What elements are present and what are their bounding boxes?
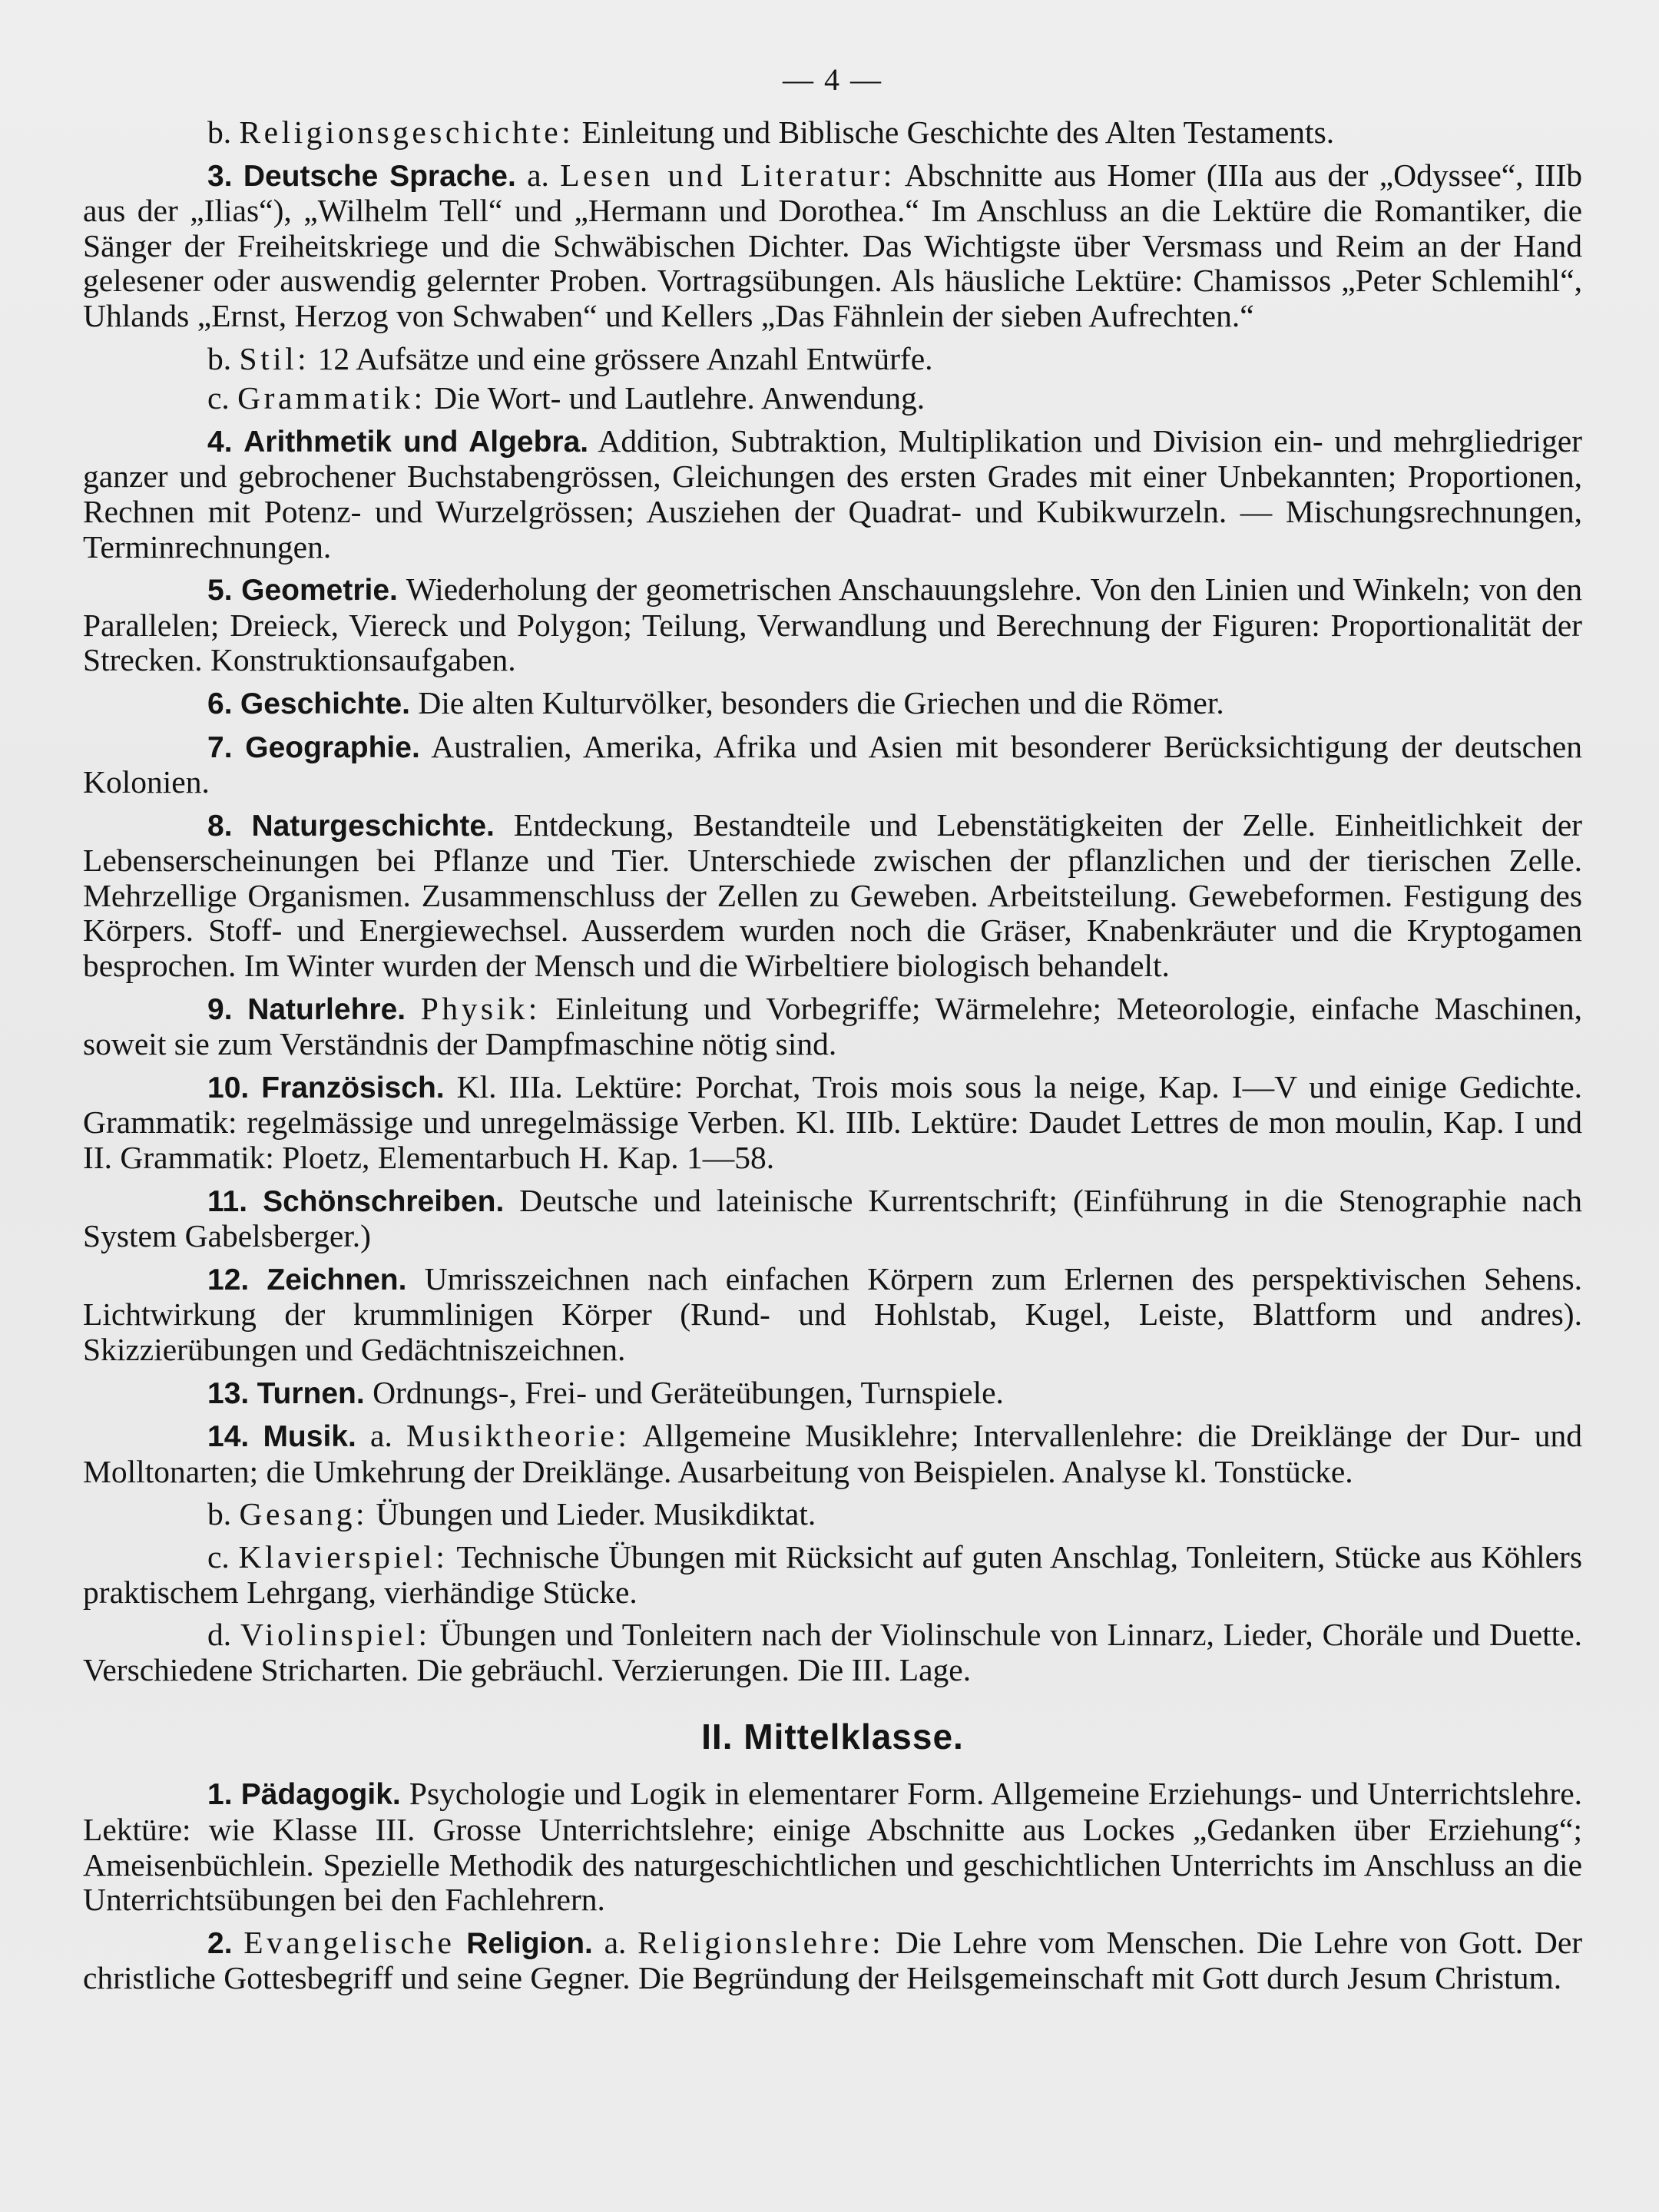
subject-heading: Religion. [466,1926,593,1960]
paragraph-turnen [83,1376,1582,1412]
item-number: 5. [207,574,233,608]
subject-heading: Geschichte. [240,687,410,720]
paragraph-text: Die Lehre vom Menschen. Die Lehre von Gott. Der christliche Gottesbegriff und seine Gegner. Die Begründung der Heilsgemeinschaft mit Gott durch Jesum Christum. [83,1924,1583,1996]
spaced-label: Lesen und Literatur: [560,157,896,193]
paragraph-arithmetik [83,424,1582,565]
spaced-label: Religionsgeschichte: [239,114,575,150]
page-number: — 4 — [783,62,882,97]
paragraph-text: Umrisszeichnen nach einfachen Körpern zum Erlernen des perspektivischen Sehens. Lichtwirkung der krummlinigen Körper (Rund- und Hohlstab, Kugel, Leiste, Blattform und andres). Skizzierübungen und Gedächtniszeichnen. [83,1260,1583,1367]
item-number: 10. [207,1071,250,1104]
item-prefix: a. [370,1418,392,1454]
paragraph-gesang [83,1497,1582,1532]
item-prefix: b. [207,340,232,376]
paragraph-geographie [83,730,1582,800]
paragraph-musik [83,1419,1582,1489]
paragraph-schoenschreiben [83,1184,1582,1254]
spaced-label: Musiktheorie: [406,1418,631,1454]
paragraph-violinspiel [83,1618,1582,1687]
item-prefix: a. [527,157,549,193]
item-prefix: b. [207,114,232,150]
subject-heading: Deutsche Sprache. [243,159,516,193]
paragraph-text: Ordnungs-, Frei- und Geräteübungen, Turnspiele. [373,1374,1004,1410]
subject-heading: Pädagogik. [240,1778,401,1812]
paragraph-naturlehre [83,992,1582,1062]
paragraph-text: Übungen und Tonleitern nach der Violinschule von Linnarz, Lieder, Choräle und Duette. Verschiedene Stricharten. Die gebräuchl. Verzierungen. Die III. Lage. [83,1617,1582,1687]
paragraph-text: Entdeckung, Bestandteile und Lebenstätigkeiten der Zelle. Einheitlichkeit der Lebenserscheinungen bei Pflanze und Tier. Unterschiede zwischen der pflanzlichen und der tierischen Zelle. Mehrzellige Organismen. Zusammenschluss der Zellen zu Geweben. Arbeitsteilung. Gewebeformen. Festigung des Körpers. Stoff- und Energiewechsel. Ausserdem wurden noch die Gräser, Knabenkräuter und die Kryptogamen besprochen. Im Winter wurden der Mensch und die Wirbeltiere biologisch behandelt. [83,806,1582,984]
paragraph-geschichte [83,686,1582,722]
spaced-label: Stil: [239,340,310,376]
subject-heading: Turnen. [257,1376,365,1410]
subject-heading: Naturgeschichte. [251,809,495,843]
paragraph-klavierspiel [83,1540,1582,1610]
spaced-label: Evangelische [243,1924,455,1960]
paragraph-text: Abschnitte aus Homer (IIIa aus der „Odyssee“, IIIb aus der „Ilias“), „Wilhelm Tell“ und „Hermann und Dorothea.“ Im Anschluss an die Lektüre die Romantiker, die Sänger der Freiheitskriege und die Schwäbischen Dichter. Das Wichtigste über Versmass und Reim an der Hand gelesener oder auswendig gelernter Proben. Vortragsübungen. Als häusliche Lektüre: Chamissos „Peter Schlemihl“, Uhlands „Ernst, Herzog von Schwaben“ und Kellers „Das Fähnlein der sieben Aufrechten.“ [83,157,1583,333]
paragraph-text: Einleitung und Vorbegriffe; Wärmelehre; Meteorologie, einfache Maschinen, soweit sie zum Verständnis der Dampfmaschine nötig sind. [83,990,1582,1062]
paragraph-text: Psychologie und Logik in elementarer Form. Allgemeine Erziehungs- und Unterrichtslehre. Lektüre: wie Klasse III. Grosse Unterrichtslehre; einige Abschnitte aus Lockes „Gedanken über Erziehung“; Ameisenbüchlein. Spezielle Methodik des naturgeschichtlichen und geschichtlichen Unterrichts im Anschluss an die Unterrichtsübungen bei den Fachlehrern. [83,1776,1583,1918]
paragraph-naturgeschichte [83,808,1582,984]
item-prefix: c. [207,380,230,416]
paragraph-text: Wiederholung der geometrischen Anschauungslehre. Von den Linien und Winkeln; von den Parallelen; Dreieck, Viereck und Polygon; Teilung, Verwandlung und Berechnung der Figuren: Proportionalität der Strecken. Konstruktionsaufgaben. [83,571,1582,678]
item-prefix: d. [207,1617,232,1653]
subject-heading: Naturlehre. [247,992,406,1026]
paragraph-text: Australien, Amerika, Afrika und Asien mit besonderer Berücksichtigung der deutschen Kolonien. [83,728,1582,800]
item-number: 6. [207,687,233,720]
paragraph-text: Die Wort- und Lautlehre. Anwendung. [434,380,926,416]
subject-heading: Arithmetik und Algebra. [243,425,589,459]
subject-heading: Geographie. [245,730,420,764]
paragraph-text: Technische Übungen mit Rücksicht auf guten Anschlag, Tonleitern, Stücke aus Köhlers praktischem Lehrgang, vierhändige Stücke. [83,1538,1582,1610]
item-number: 11. [207,1184,248,1218]
item-prefix: a. [604,1924,627,1960]
item-number: 13. [207,1376,250,1410]
paragraph-religionsgeschichte [83,115,1582,151]
subject-heading: Schönschreiben. [263,1184,505,1218]
item-number: 3. [207,159,233,193]
paragraph-grammatik [83,381,1582,416]
item-prefix: b. [207,1496,232,1532]
section-title: II. Mittelklasse. [701,1717,964,1757]
item-prefix: c. [207,1538,230,1575]
item-number: 1. [207,1778,233,1812]
paragraph-text: Allgemeine Musiklehre; Intervallenlehre: die Dreiklänge der Dur- und Molltonarten; die Umkehrung der Dreiklänge. Ausarbeitung von Beispielen. Analyse kl. Tonstücke. [83,1418,1583,1489]
paragraph-deutsche-sprache [83,158,1582,334]
spaced-label: Religionslehre: [637,1924,885,1960]
paragraph-paedagogik [83,1777,1582,1917]
paragraph-zeichnen [83,1262,1582,1368]
paragraph-franzoesisch [83,1070,1582,1176]
item-number: 7. [207,730,233,764]
spaced-label: Grammatik: [237,380,426,416]
spaced-label: Klavierspiel: [238,1538,449,1575]
spaced-label: Gesang: [239,1496,368,1532]
subject-heading: Französisch. [261,1071,445,1104]
item-number: 12. [207,1263,250,1296]
spaced-label: Violinspiel: [240,1617,431,1653]
subject-heading: Musik. [263,1420,356,1454]
paragraph-text: Addition, Subtraktion, Multiplikation und Division ein- und mehrgliedriger ganzer und gebrochener Buchstabengrössen, Gleichungen des ersten Grades mit einer Unbekannten; Proportionen, Rechnen mit Potenz- und Wurzelgrössen; Ausziehen der Quadrat- und Kubikwurzeln. — Mischungsrechnungen, Terminrechnungen. [83,422,1582,565]
paragraph-text: Deutsche und lateinische Kurrentschrift; (Einführung in die Stenographie nach System Gabelsberger.) [83,1182,1582,1254]
spaced-label: Physik: [420,990,541,1026]
paragraph-geometrie [83,572,1582,678]
paragraph-stil [83,342,1582,377]
item-number: 4. [207,425,233,459]
item-number: 9. [207,992,233,1026]
paragraph-text: Übungen und Lieder. Musikdiktat. [376,1496,816,1532]
paragraph-evangelische-religion [83,1926,1582,1996]
paragraph-text: Die alten Kulturvölker, besonders die Griechen und die Römer. [418,684,1224,720]
item-number: 14. [207,1420,250,1454]
item-number: 8. [207,809,233,843]
subject-heading: Zeichnen. [267,1263,407,1296]
paragraph-text: Einleitung und Biblische Geschichte des Alten Testaments. [581,114,1335,150]
subject-heading: Geometrie. [241,574,398,608]
item-number: 2. [207,1926,233,1960]
paragraph-text: 12 Aufsätze und eine grössere Anzahl Entwürfe. [317,340,933,376]
paragraph-text: Kl. IIIa. Lektüre: Porchat, Trois mois sous la neige, Kap. I—V und einige Gedichte. Grammatik: regelmässige und unregelmässige Verben. Kl. IIIb. Lektüre: Daudet Lettres de mon moulin, Kap. I und II. Grammatik: Ploetz, Elementarbuch H. Kap. 1—58. [83,1068,1583,1176]
